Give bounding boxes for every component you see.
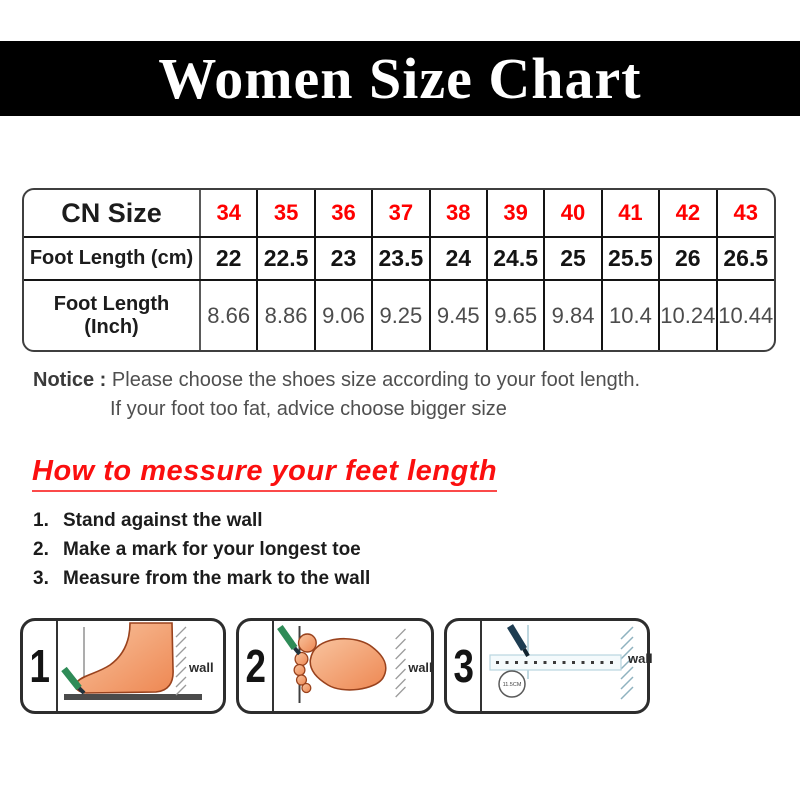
size-cell: 34 — [200, 190, 257, 237]
cm-cell: 24 — [430, 237, 487, 280]
step-item — [33, 511, 370, 531]
size-table-grid — [24, 190, 774, 350]
table-row-foot-length-cm — [24, 237, 774, 280]
size-cell: 40 — [544, 190, 601, 237]
notice-text — [33, 366, 640, 424]
floor-bar — [64, 694, 202, 700]
inch-cell: 9.06 — [315, 280, 372, 350]
howto-steps — [33, 511, 370, 598]
panel-2-number: 2 — [239, 621, 274, 711]
foot-top-icon — [274, 621, 431, 711]
foot-side-icon — [58, 621, 223, 711]
cm-cell: 26.5 — [717, 237, 774, 280]
table-row-foot-length-inch — [24, 280, 774, 350]
panel-1-art — [58, 621, 223, 711]
inch-row-label: Foot Length (Inch) — [24, 280, 200, 350]
size-cell: 43 — [717, 190, 774, 237]
panel-step-1 — [20, 618, 226, 714]
panel-step-2 — [236, 618, 434, 714]
panel-3-art — [482, 621, 653, 711]
notice-label: Notice : — [33, 369, 107, 391]
toe — [295, 653, 308, 666]
table-row-cn-size — [24, 190, 774, 237]
cm-row-label: Foot Length (cm) — [24, 237, 200, 280]
green-pencil-icon — [280, 627, 295, 648]
cm-cell: 24.5 — [487, 237, 544, 280]
size-cell: 42 — [659, 190, 716, 237]
inch-cell: 9.25 — [372, 280, 429, 350]
cm-cell: 26 — [659, 237, 716, 280]
navy-pencil-icon — [510, 626, 524, 649]
foot-side-shape — [76, 623, 173, 693]
toe — [302, 684, 311, 693]
panel-step-3 — [444, 618, 653, 714]
panel-2-art — [274, 621, 431, 711]
inch-cell: 8.86 — [257, 280, 314, 350]
howto-heading: How to messure your feet length — [32, 455, 497, 492]
size-cell: 36 — [315, 190, 372, 237]
inch-cell: 10.24 — [659, 280, 716, 350]
cm-cell: 23.5 — [372, 237, 429, 280]
foot-sole-shape — [310, 639, 386, 690]
big-toe — [299, 634, 317, 652]
cm-cell: 25 — [544, 237, 601, 280]
step-item — [33, 569, 370, 589]
step-text: Measure from the mark to the wall — [63, 568, 371, 589]
cn-size-label: CN Size — [24, 190, 200, 237]
notice-line1: Please choose the shoes size according to your foot length. — [111, 369, 641, 391]
wall-label: wall — [189, 660, 214, 675]
wall-hatch — [396, 629, 406, 697]
panel-1-number: 1 — [23, 621, 58, 711]
inch-cell: 10.44 — [717, 280, 774, 350]
toe — [294, 665, 305, 676]
size-cell: 41 — [602, 190, 659, 237]
cm-cell: 23 — [315, 237, 372, 280]
step-item — [33, 540, 370, 560]
cm-cell: 22.5 — [257, 237, 314, 280]
measure-value-label: 11.5CM — [502, 682, 522, 688]
measure-diagram-icon — [482, 621, 653, 711]
inch-cell: 10.4 — [602, 280, 659, 350]
size-table — [22, 188, 776, 352]
wall-label: wall — [628, 651, 653, 666]
step-text: Stand against the wall — [63, 510, 263, 531]
size-cell: 38 — [430, 190, 487, 237]
inch-cell: 9.84 — [544, 280, 601, 350]
banner — [0, 41, 800, 116]
green-pencil-icon — [64, 669, 79, 688]
wall-hatch — [176, 627, 186, 695]
inch-cell: 8.66 — [200, 280, 257, 350]
inch-cell: 9.65 — [487, 280, 544, 350]
size-cell: 37 — [372, 190, 429, 237]
size-cell: 39 — [487, 190, 544, 237]
inch-cell: 9.45 — [430, 280, 487, 350]
step-number: 2. — [33, 539, 49, 560]
panel-3-number: 3 — [447, 621, 482, 711]
page-title: Women Size Chart — [158, 46, 642, 111]
step-text: Make a mark for your longest toe — [63, 539, 361, 560]
cm-cell: 25.5 — [602, 237, 659, 280]
notice-line2: If your foot too fat, advice choose bigger size — [110, 398, 507, 420]
step-number: 3. — [33, 568, 49, 589]
measure-illustrations — [20, 618, 653, 714]
wall-label: wall — [408, 659, 433, 676]
step-number: 1. — [33, 510, 49, 531]
size-cell: 35 — [257, 190, 314, 237]
cm-cell: 22 — [200, 237, 257, 280]
